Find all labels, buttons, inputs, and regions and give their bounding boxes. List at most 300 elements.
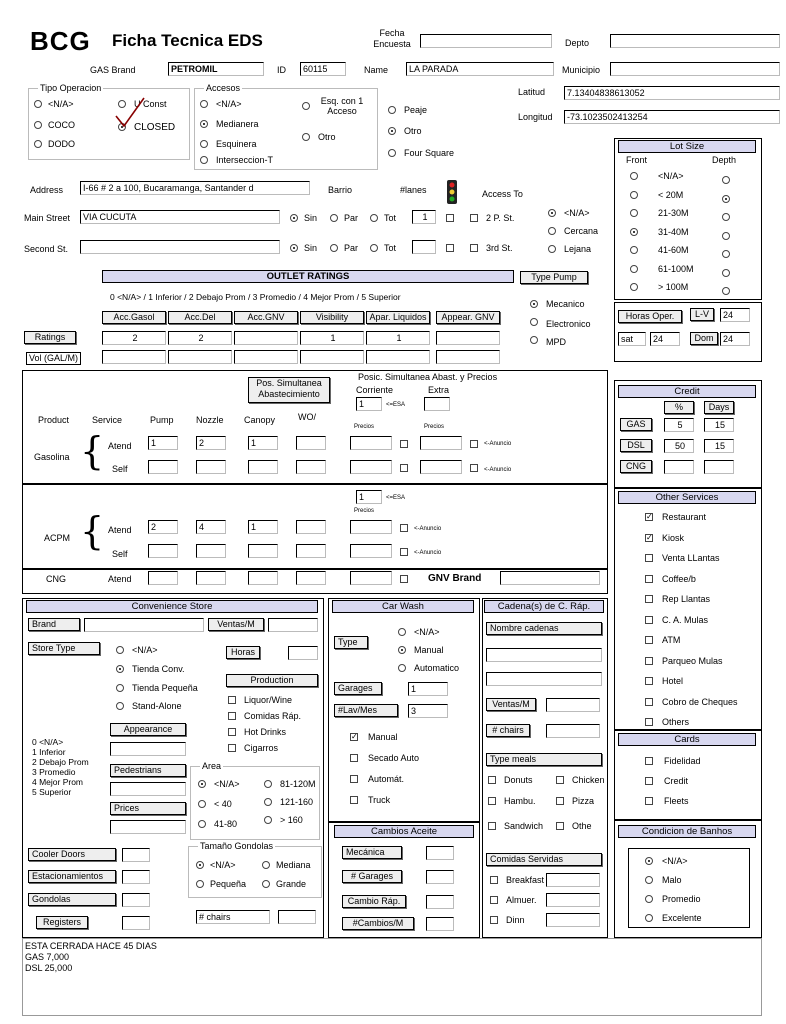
main-street-field[interactable]: VIA CUCUTA <box>80 210 280 224</box>
gas-atend-check-2[interactable] <box>470 440 478 448</box>
cng-atend-canopy[interactable] <box>248 571 278 585</box>
service-check-3[interactable] <box>645 575 653 583</box>
peaje-radio[interactable] <box>388 106 396 114</box>
gas-atend-wo[interactable] <box>296 436 326 450</box>
acpm-brace: { <box>80 509 105 553</box>
tipo-op-na-radio[interactable] <box>34 100 42 108</box>
header-product: Product <box>38 415 70 425</box>
name-field[interactable]: LA PARADA <box>406 62 554 76</box>
banos-radio-0[interactable] <box>645 857 653 865</box>
cambio-rap-button[interactable]: Cambio Ráp. <box>342 895 406 908</box>
wash-check-label-3: Truck <box>368 795 391 805</box>
store-type-stand-alone-label: Stand-Alone <box>132 701 182 711</box>
acpm-self-wo[interactable] <box>296 544 326 558</box>
acpm-precios-label: Precios <box>354 508 375 514</box>
gas-self-check-2[interactable] <box>470 464 478 472</box>
area-121-160-radio[interactable] <box>264 798 272 806</box>
gas-precios-label-2: Precios <box>424 424 445 430</box>
store-check-label-1: Comidas Ráp. <box>244 711 302 721</box>
meal-check-2[interactable] <box>488 797 496 805</box>
cadena-ventas-field[interactable] <box>546 698 600 712</box>
car-wash-na-label: <N/A> <box>414 627 440 637</box>
longitud-field[interactable]: -73.1023502413254 <box>564 110 780 124</box>
second-3rd-st-label: 3rd St. <box>486 243 513 253</box>
municipio-field[interactable] <box>610 62 780 76</box>
accesos-na-radio[interactable] <box>200 100 208 108</box>
service-check-2[interactable] <box>645 554 653 562</box>
cooler-doors-button[interactable]: Cooler Doors <box>28 848 116 861</box>
extra-label: Extra <box>428 385 450 395</box>
outlet-scale-text: 0 <N/A> / 1 Inferior / 2 Debajo Prom / 3 Promedio / 4 Mejor Prom / 5 Superior <box>110 292 401 302</box>
vol-field-1[interactable] <box>168 350 232 364</box>
acpm-self-price[interactable] <box>350 544 392 558</box>
gas-self-check-1[interactable] <box>400 464 408 472</box>
access-cercana-label: Cercana <box>564 226 599 236</box>
meal-check-3[interactable] <box>556 797 564 805</box>
comida-check-0[interactable] <box>490 876 498 884</box>
gas-precios-label-1: Precios <box>354 424 375 430</box>
comida-field-2[interactable] <box>546 913 600 927</box>
store-type-na-radio[interactable] <box>116 646 124 654</box>
lot-depth-radio-6[interactable] <box>722 287 730 295</box>
gas-atend-pump[interactable]: 1 <box>148 436 178 450</box>
store-prices-field[interactable] <box>110 820 186 834</box>
esa-label: <=ESA <box>386 402 406 408</box>
mecanica-button[interactable]: Mecánica <box>342 846 402 859</box>
area-160-label: > 160 <box>280 815 303 825</box>
service-check-1[interactable]: ✓ <box>646 532 653 542</box>
gondolas-field[interactable] <box>122 893 150 907</box>
lot-front-radio-3[interactable] <box>630 228 638 236</box>
wash-check-0[interactable]: ✓ <box>351 732 358 741</box>
car-wash-type-button[interactable]: Type <box>334 636 368 649</box>
tipo-op-coco-radio[interactable] <box>34 121 42 129</box>
area-81-120-radio[interactable] <box>264 780 272 788</box>
lot-front-radio-0[interactable] <box>630 172 638 180</box>
meal-check-1[interactable] <box>556 776 564 784</box>
second-tot-radio[interactable] <box>370 244 378 252</box>
cambios-aceite-title: Cambios Aceite <box>334 825 474 838</box>
gas-atend-check-1[interactable] <box>400 440 408 448</box>
accesos-otro-radio[interactable] <box>302 133 310 141</box>
lot-front-label: Front <box>626 155 648 165</box>
lot-depth-radio-0[interactable] <box>722 176 730 184</box>
cooler-doors-field[interactable] <box>122 848 150 862</box>
horas-oper-button[interactable]: Horas Oper. <box>618 310 682 323</box>
gas-atend-price-1[interactable] <box>350 436 392 450</box>
lot-option-label-0: <N/A> <box>658 171 684 181</box>
corriente-field[interactable]: 1 <box>356 397 382 411</box>
accesos-esq-acceso-radio[interactable] <box>302 102 310 110</box>
car-wash-garages-field[interactable]: 1 <box>408 682 448 696</box>
service-check-0[interactable]: ✓ <box>646 512 653 521</box>
store-check-label-3: Cigarros <box>244 743 279 753</box>
gas-self-nozzle[interactable] <box>196 460 226 474</box>
service-label-4: Rep Llantas <box>662 594 711 604</box>
comida-check-2[interactable] <box>490 916 498 924</box>
gas-atend-label: Atend <box>108 441 132 451</box>
extra-field[interactable] <box>424 397 450 411</box>
wash-check-1[interactable] <box>350 754 358 762</box>
nombre-cadenas-field-1[interactable] <box>486 648 602 662</box>
store-production-button[interactable]: Production <box>226 674 318 687</box>
cambios-garages-field[interactable] <box>426 870 454 884</box>
lot-depth-radio-5[interactable] <box>722 269 730 277</box>
gas-self-price-1[interactable] <box>350 460 392 474</box>
pump-mecanico-radio[interactable] <box>530 300 538 308</box>
lv-field[interactable]: 24 <box>720 308 750 322</box>
meal-check-0[interactable] <box>488 776 496 784</box>
credit-row-label-0: GAS <box>620 418 652 431</box>
id-field[interactable]: 60115 <box>300 62 346 76</box>
store-horas-field[interactable] <box>288 646 318 660</box>
registers-field[interactable] <box>122 916 150 930</box>
lot-front-radio-6[interactable] <box>630 283 638 291</box>
outlet-col-5[interactable]: Appear. GNV <box>436 311 500 324</box>
credit-row-pct-1[interactable]: 50 <box>664 439 694 453</box>
accesos-otro-label: Otro <box>318 132 336 142</box>
store-appearance-button[interactable]: Appearance <box>110 723 186 736</box>
store-pedestrians-button[interactable]: Pedestrians <box>110 764 186 777</box>
store-check-1[interactable] <box>228 712 236 720</box>
second-street-field[interactable] <box>80 240 280 254</box>
second-street-label: Second St. <box>24 244 69 254</box>
store-ventas-button[interactable]: Ventas/M <box>208 618 264 631</box>
main-par-radio[interactable] <box>330 214 338 222</box>
scale-3: 3 Promedio <box>32 767 76 777</box>
address-field[interactable]: I-66 # 2 a 100, Bucaramanga, Santander d <box>80 181 310 195</box>
gondolas-button[interactable]: Gondolas <box>28 893 116 906</box>
comida-field-0[interactable] <box>546 873 600 887</box>
gas-self-pump[interactable] <box>148 460 178 474</box>
second-3rd-st-check[interactable] <box>470 244 478 252</box>
acpm-self-label: Self <box>112 549 128 559</box>
nombre-cadenas-field-2[interactable] <box>486 672 602 686</box>
store-pedestrians-field[interactable] <box>110 782 186 796</box>
gas-brand-field[interactable]: PETROMIL <box>168 62 264 76</box>
store-ventas-field[interactable] <box>268 618 318 632</box>
tamano-pequena-radio[interactable] <box>196 880 204 888</box>
id-label: ID <box>277 65 286 75</box>
acpm-self-nozzle[interactable] <box>196 544 226 558</box>
store-brand-field[interactable] <box>84 618 204 632</box>
service-check-5[interactable] <box>645 616 653 624</box>
acpm-atend-price[interactable] <box>350 520 392 534</box>
lot-depth-radio-3[interactable] <box>722 232 730 240</box>
store-type-tienda-conv-label: Tienda Conv. <box>132 664 185 674</box>
credit-row-pct-0[interactable]: 5 <box>664 418 694 432</box>
area-40-radio[interactable] <box>198 800 206 808</box>
card-check-2[interactable] <box>645 797 653 805</box>
card-check-1[interactable] <box>645 777 653 785</box>
lot-depth-radio-4[interactable] <box>722 250 730 258</box>
store-brand-button[interactable]: Brand <box>28 618 80 631</box>
access-to-label: Access To <box>482 189 523 199</box>
cambios-m-field[interactable] <box>426 917 454 931</box>
store-type-tienda-pequena-radio[interactable] <box>116 684 124 692</box>
car-wash-lav-button[interactable]: #Lav/Mes <box>334 704 398 717</box>
depto-field[interactable] <box>610 34 780 48</box>
cng-atend-pump[interactable] <box>148 571 178 585</box>
meal-label-4: Sandwich <box>504 821 544 831</box>
access-cercana-radio[interactable] <box>548 227 556 235</box>
meal-check-5[interactable] <box>556 822 564 830</box>
cng-atend-wo[interactable] <box>296 571 326 585</box>
cambios-m-button[interactable]: #Cambios/M <box>342 917 414 930</box>
gnv-brand-field[interactable] <box>500 571 600 585</box>
second-lanes-field[interactable] <box>412 240 436 254</box>
lot-depth-radio-1[interactable] <box>722 195 730 203</box>
comida-label-0: Breakfast <box>506 875 545 885</box>
fecha-encuesta-field[interactable] <box>420 34 552 48</box>
store-prices-button[interactable]: Prices <box>110 802 186 815</box>
acpm-self-pump[interactable] <box>148 544 178 558</box>
credit-row-days-0[interactable]: 15 <box>704 418 734 432</box>
rating-field-0[interactable]: 2 <box>102 331 166 345</box>
cng-atend-nozzle[interactable] <box>196 571 226 585</box>
service-label-5: C. A. Mulas <box>662 614 709 625</box>
pump-electronico-radio[interactable] <box>530 318 538 326</box>
tipo-operacion-label: Tipo Operacion <box>40 83 102 93</box>
vol-field-3[interactable] <box>300 350 364 364</box>
acpm-atend-check[interactable] <box>400 524 408 532</box>
store-type-na-label: <N/A> <box>132 645 158 655</box>
wash-check-2[interactable] <box>350 775 358 783</box>
store-chairs-field[interactable] <box>278 910 316 924</box>
car-wash-na-radio[interactable] <box>398 628 406 636</box>
service-check-10[interactable] <box>645 718 653 726</box>
tamano-grande-label: Grande <box>276 879 307 889</box>
store-type-tienda-conv-radio[interactable] <box>116 665 124 673</box>
main-par-label: Par <box>344 213 359 223</box>
main-p-st-check[interactable] <box>470 214 478 222</box>
cadena-chairs-field[interactable] <box>546 724 600 738</box>
cadena-chairs-button[interactable]: # chairs <box>486 724 530 737</box>
cambio-rap-field[interactable] <box>426 895 454 909</box>
estacionamientos-field[interactable] <box>122 870 150 884</box>
accesos-esquinera-label: Esquinera <box>216 139 257 149</box>
accesos-esquinera-radio[interactable] <box>200 140 208 148</box>
store-appearance-field[interactable] <box>110 742 186 756</box>
acpm-self-canopy[interactable] <box>248 544 278 558</box>
meal-check-4[interactable] <box>488 822 496 830</box>
tamano-pequena-label: Pequeña <box>210 879 247 889</box>
area-40-label: < 40 <box>214 799 232 809</box>
store-check-2[interactable] <box>228 728 236 736</box>
outlet-col-0[interactable]: Acc.Gasol <box>102 311 166 324</box>
main-lanes-field[interactable]: 1 <box>412 210 436 224</box>
store-chairs-label: # chairs <box>196 910 270 924</box>
dom-button[interactable]: Dom <box>690 332 718 345</box>
acpm-atend-anuncio: <-Anuncio <box>414 526 442 532</box>
vol-field-2[interactable] <box>234 350 298 364</box>
credit-row-days-2[interactable] <box>704 460 734 474</box>
store-check-3[interactable] <box>228 744 236 752</box>
tipo-op-na-label: <N/A> <box>48 99 74 109</box>
banos-title: Condicion de Banhos <box>618 825 756 838</box>
second-par-label: Par <box>344 243 359 253</box>
access-na-radio[interactable] <box>548 209 556 217</box>
vol-field-0[interactable] <box>102 350 166 364</box>
outlet-col-2[interactable]: Acc.GNV <box>234 311 298 324</box>
gas-atend-canopy[interactable]: 1 <box>248 436 278 450</box>
lot-front-radio-1[interactable] <box>630 191 638 199</box>
longitud-label: Longitud <box>518 112 553 122</box>
main-tot-radio[interactable] <box>370 214 378 222</box>
store-horas-button[interactable]: Horas <box>226 646 260 659</box>
acpm-atend-canopy[interactable]: 1 <box>248 520 278 534</box>
header-wo: WO/ <box>298 412 316 422</box>
main-check-a[interactable] <box>446 214 454 222</box>
acpm-atend-pump[interactable]: 2 <box>148 520 178 534</box>
service-label-8: Hotel <box>662 676 684 686</box>
tamano-grande-radio[interactable] <box>262 880 270 888</box>
lot-option-label-2: 21-30M <box>658 208 689 218</box>
lv-button[interactable]: L-V <box>690 308 714 321</box>
nombre-cadenas-button[interactable]: Nombre cadenas <box>486 622 602 635</box>
sat-label: sat <box>618 332 646 346</box>
pump-mpd-radio[interactable] <box>530 336 538 344</box>
scale-4: 4 Mejor Prom <box>32 777 84 787</box>
tipo-op-dodo-label: DODO <box>48 139 75 149</box>
tamano-na-label: <N/A> <box>210 860 236 870</box>
lot-front-radio-4[interactable] <box>630 246 638 254</box>
car-wash-automatico-label: Automatico <box>414 663 460 673</box>
gas-self-price-2[interactable] <box>420 460 462 474</box>
outlet-col-3[interactable]: Visibility <box>300 311 364 324</box>
cambios-garages-button[interactable]: # Garages <box>342 870 402 883</box>
gas-atend-anuncio: <-Anuncio <box>484 441 512 447</box>
area-na-radio[interactable] <box>198 780 206 788</box>
credit-row-pct-2[interactable] <box>664 460 694 474</box>
dom-field[interactable]: 24 <box>720 332 750 346</box>
credit-pct-header: % <box>664 401 694 414</box>
lot-front-radio-5[interactable] <box>630 265 638 273</box>
estacionamientos-button[interactable]: Estacionamientos <box>28 870 116 883</box>
cng-label: CNG <box>46 574 66 584</box>
accesos-medianera-radio[interactable] <box>200 120 208 128</box>
registers-button[interactable]: Registers <box>36 916 88 929</box>
service-label-1: Kiosk <box>662 532 685 543</box>
header-service: Service <box>92 415 123 425</box>
outlet-col-4[interactable]: Apar. Liquidos <box>366 311 430 324</box>
banos-radio-2[interactable] <box>645 895 653 903</box>
vol-field-5[interactable] <box>436 350 500 364</box>
second-sin-radio[interactable] <box>290 244 298 252</box>
wash-check-label-0: Manual <box>368 732 398 742</box>
acpm-self-anuncio: <-Anuncio <box>414 550 442 556</box>
car-wash-lav-field[interactable]: 3 <box>408 704 448 718</box>
rating-field-4[interactable]: 1 <box>366 331 430 345</box>
service-check-9[interactable] <box>645 698 653 706</box>
latitud-field[interactable]: 7.13404838613052 <box>564 86 780 100</box>
peaje-otro-radio[interactable] <box>388 127 396 135</box>
comida-check-1[interactable] <box>490 896 498 904</box>
comida-field-1[interactable] <box>546 893 600 907</box>
cng-atend-price[interactable] <box>350 571 392 585</box>
cadena-ventas-button[interactable]: Ventas/M <box>486 698 536 711</box>
comidas-servidas-button[interactable]: Comidas Servidas <box>486 853 602 866</box>
sat-field[interactable]: 24 <box>650 332 680 346</box>
acpm-pos-field[interactable]: 1 <box>356 490 382 504</box>
cng-atend-check[interactable] <box>400 575 408 583</box>
area-na-label: <N/A> <box>214 779 240 789</box>
gasolina-brace: { <box>80 429 105 473</box>
card-label-0: Fidelidad <box>664 756 701 766</box>
rating-field-5[interactable] <box>436 331 500 345</box>
service-check-7[interactable] <box>645 657 653 665</box>
access-na-label: <N/A> <box>564 208 590 218</box>
lot-front-radio-2[interactable] <box>630 209 638 217</box>
tamano-mediana-radio[interactable] <box>262 861 270 869</box>
four-square-radio[interactable] <box>388 149 396 157</box>
ratings-button[interactable]: Ratings <box>24 331 76 344</box>
pos-simultanea-button[interactable]: Pos. Simultanea Abastecimiento <box>248 377 330 403</box>
tamano-na-radio[interactable] <box>196 861 204 869</box>
service-check-4[interactable] <box>645 595 653 603</box>
card-check-0[interactable] <box>645 757 653 765</box>
second-par-radio[interactable] <box>330 244 338 252</box>
car-wash-garages-button[interactable]: Garages <box>334 682 382 695</box>
car-wash-manual-radio[interactable] <box>398 646 406 654</box>
comida-label-1: Almuer. <box>506 895 537 905</box>
tipo-op-dodo-radio[interactable] <box>34 140 42 148</box>
rating-field-2[interactable] <box>234 331 298 345</box>
vol-field-4[interactable] <box>366 350 430 364</box>
service-label-9: Cobro de Cheques <box>662 696 738 707</box>
gas-self-wo[interactable] <box>296 460 326 474</box>
accesos-interseccion-radio[interactable] <box>200 156 208 164</box>
acpm-atend-wo[interactable] <box>296 520 326 534</box>
store-type-button[interactable]: Store Type <box>28 642 100 655</box>
access-lejana-radio[interactable] <box>548 245 556 253</box>
four-square-label: Four Square <box>404 148 455 158</box>
gas-atend-price-2[interactable] <box>420 436 462 450</box>
notes-box[interactable] <box>22 938 762 1016</box>
acpm-atend-nozzle[interactable]: 4 <box>196 520 226 534</box>
store-type-stand-alone-radio[interactable] <box>116 702 124 710</box>
gas-atend-nozzle[interactable]: 2 <box>196 436 226 450</box>
main-sin-radio[interactable] <box>290 214 298 222</box>
credit-row-days-1[interactable]: 15 <box>704 439 734 453</box>
mecanica-field[interactable] <box>426 846 454 860</box>
store-check-label-2: Hot Drinks <box>244 727 287 737</box>
rating-field-1[interactable]: 2 <box>168 331 232 345</box>
area-41-80-radio[interactable] <box>198 820 206 828</box>
gas-self-anuncio: <-Anuncio <box>484 467 512 473</box>
type-pump-button[interactable]: Type Pump <box>520 271 588 284</box>
store-check-0[interactable] <box>228 696 236 704</box>
service-check-8[interactable] <box>645 677 653 685</box>
banos-radio-3[interactable] <box>645 914 653 922</box>
type-meals-button[interactable]: Type meals <box>486 753 602 766</box>
service-check-6[interactable] <box>645 636 653 644</box>
acpm-self-check[interactable] <box>400 548 408 556</box>
accesos-medianera-label: Medianera <box>216 119 259 129</box>
area-160-radio[interactable] <box>264 816 272 824</box>
wash-check-3[interactable] <box>350 796 358 804</box>
rating-field-3[interactable]: 1 <box>300 331 364 345</box>
outlet-col-1[interactable]: Acc.Del <box>168 311 232 324</box>
gas-self-canopy[interactable] <box>248 460 278 474</box>
banos-radio-1[interactable] <box>645 876 653 884</box>
lot-size-title: Lot Size <box>618 140 756 153</box>
lot-option-label-3: 31-40M <box>658 226 689 237</box>
second-check-a[interactable] <box>446 244 454 252</box>
lot-depth-radio-2[interactable] <box>722 213 730 221</box>
other-services-section <box>614 488 762 730</box>
car-wash-automatico-radio[interactable] <box>398 664 406 672</box>
